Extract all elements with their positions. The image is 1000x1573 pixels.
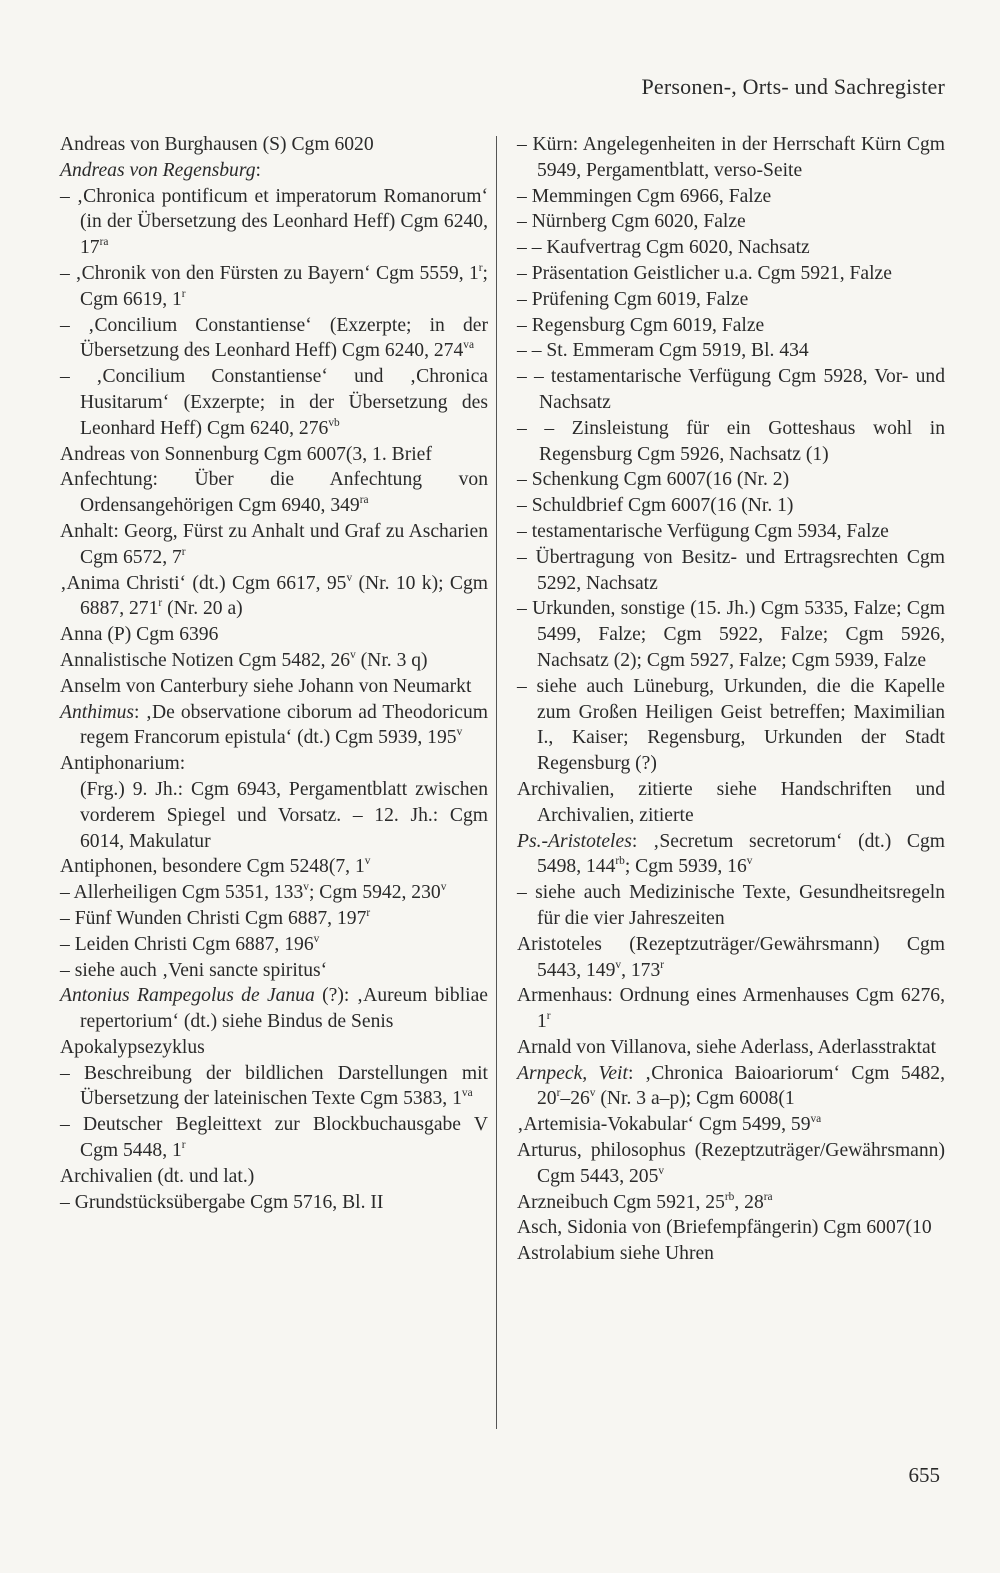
entry-text: Astrolabium siehe Uhren	[517, 1243, 714, 1265]
index-entry	[517, 545, 945, 597]
entry-text: – Urkunden, sonstige (15. Jh.) Cgm 5335, Falze; Cgm 5499, Falze; Cgm 5922, Falze; Cgm 5926, Nachsatz (2); Cgm 5927, Falze; Cgm 5939, Falze	[517, 598, 945, 671]
index-entry	[60, 519, 488, 571]
entry-text: Archivalien (dt. und lat.)	[60, 1165, 255, 1187]
index-entry	[517, 829, 945, 881]
index-entry	[517, 493, 945, 519]
index-entry	[60, 442, 488, 468]
folio-superscript: r	[181, 1138, 186, 1151]
entry-text: Anna (P) Cgm 6396	[60, 624, 219, 646]
entry-text: – testamentarische Verfügung Cgm 5934, Falze	[517, 520, 889, 542]
page-number: 655	[908, 1463, 940, 1487]
entry-text: (?): ‚Aureum bibliae repertorium‘ (dt.) siehe Bindus de Senis	[80, 985, 488, 1033]
entry-text: – Übertragung von Besitz- und Ertragsrechten Cgm 5292, Nachsatz	[517, 546, 945, 594]
entry-text: (Nr. 3 q)	[355, 649, 428, 671]
entry-text: : ‚Secretum secretorum‘ (dt.) Cgm 5498, 144	[537, 830, 945, 878]
index-entry	[517, 674, 945, 777]
folio-superscript: v	[350, 648, 356, 661]
index-entry	[60, 364, 488, 441]
index-entry	[517, 983, 945, 1035]
index-entry	[517, 1112, 945, 1138]
folio-superscript: v	[313, 932, 320, 945]
index-entry	[517, 416, 945, 468]
index-entry	[517, 1138, 945, 1190]
entry-text: : ‚De observatione ciborum ad Theodoricum regem Francorum epistula‘ (dt.) Cgm 5939, 195	[80, 701, 488, 749]
folio-superscript: v	[615, 958, 622, 971]
entry-text: ‚Artemisia-Vokabular‘ Cgm 5499, 59	[517, 1114, 811, 1136]
folio-superscript: va	[463, 339, 474, 352]
entry-text: – – Zinsleistung für ein Gotteshaus wohl in Regensburg Cgm 5926, Nachsatz (1)	[517, 417, 945, 465]
entry-text: (Nr. 10 k); Cgm 6887, 271	[80, 572, 488, 620]
entry-text: (Nr. 20 a)	[162, 598, 243, 620]
index-entry	[60, 648, 488, 674]
index-entry	[60, 1164, 488, 1190]
folio-superscript: r	[660, 958, 665, 971]
folio-superscript: rb	[615, 855, 625, 868]
index-entry	[517, 1035, 945, 1061]
entry-text: Arzneibuch Cgm 5921, 25	[517, 1191, 725, 1213]
index-entry	[60, 880, 488, 906]
folio-superscript: vb	[328, 416, 340, 429]
index-entry	[60, 958, 488, 984]
entry-text: – – Kaufvertrag Cgm 6020, Nachsatz	[517, 237, 810, 259]
entry-text: Armenhaus: Ordnung eines Armenhauses Cgm 6276, 1	[517, 985, 945, 1033]
index-entry	[517, 313, 945, 339]
entry-text: Anhalt: Georg, Fürst zu Anhalt und Graf zu Ascharien Cgm 6572, 7	[60, 520, 488, 568]
index-entry	[60, 261, 488, 313]
folio-superscript: rb	[724, 1190, 735, 1203]
folio-superscript: v	[364, 855, 371, 868]
entry-text: :	[255, 159, 261, 181]
index-entry	[517, 932, 945, 984]
index-entry	[60, 932, 488, 958]
folio-superscript: ra	[763, 1190, 773, 1203]
index-entry	[60, 158, 488, 184]
entry-text: Asch, Sidonia von (Briefempfängerin) Cgm 6007(10	[517, 1217, 932, 1239]
entry-text: – Kürn: Angelegenheiten in der Herrschaft Kürn Cgm 5949, Pergamentblatt, verso-Seite	[517, 134, 945, 181]
entry-text: , 173	[621, 959, 661, 981]
entry-text: –26	[560, 1088, 590, 1110]
index-entry	[60, 983, 488, 1035]
index-column-right	[517, 132, 945, 1267]
entry-text: – Regensburg Cgm 6019, Falze	[517, 314, 765, 336]
entry-text: – Memmingen Cgm 6966, Falze	[517, 185, 772, 207]
entry-text: – Nürnberg Cgm 6020, Falze	[517, 211, 746, 233]
index-entry	[60, 313, 488, 365]
index-entry	[517, 880, 945, 932]
entry-text: – ‚Concilium Constantiense‘ und ‚Chronica Husitarum‘ (Exzerpte; in der Übersetzung des Leonhard Heff) Cgm 6240, 276	[60, 366, 488, 439]
folio-superscript: v	[589, 1087, 596, 1100]
entry-text: – siehe auch ‚Veni sancte spiritus‘	[60, 959, 328, 981]
entry-text: – ‚Chronik von den Fürsten zu Bayern‘ Cgm 5559, 1	[60, 262, 479, 284]
folio-superscript: v	[440, 880, 447, 893]
entry-text: – Fünf Wunden Christi Cgm 6887, 197	[60, 907, 367, 929]
entry-text: Archivalien, zitierte siehe Handschriften und Archivalien, zitierte	[517, 778, 945, 826]
folio-superscript: r	[158, 597, 163, 610]
entry-text: Anfechtung: Über die Anfechtung von Ordensangehörigen Cgm 6940, 349	[60, 469, 488, 517]
index-entry	[60, 777, 488, 854]
column-divider	[496, 136, 497, 1429]
entry-text: Antiphonarium:	[60, 753, 186, 775]
entry-text: ; Cgm 5942, 230	[308, 882, 441, 904]
entry-text: – ‚Chronica pontificum et imperatorum Romanorum‘ (in der Übersetzung des Leonhard Heff) Cgm 6240, 17	[60, 185, 488, 259]
entry-text: ; Cgm 5939, 16	[624, 856, 747, 878]
entry-text: – Präsentation Geistlicher u.a. Cgm 5921, Falze	[517, 262, 892, 284]
index-entry	[517, 1241, 945, 1267]
folio-superscript: r	[366, 906, 371, 919]
index-entry	[60, 1190, 488, 1216]
entry-text: Andreas von Sonnenburg Cgm 6007(3, 1. Brief	[60, 443, 432, 465]
entry-text: Annalistische Notizen Cgm 5482, 26	[60, 649, 351, 671]
index-entry	[517, 519, 945, 545]
index-entry	[517, 132, 945, 184]
entry-text: – – testamentarische Verfügung Cgm 5928, Vor- und Nachsatz	[517, 366, 945, 413]
index-entry	[517, 777, 945, 829]
index-entry	[517, 1061, 945, 1113]
running-head: Personen-, Orts- und Sachregister	[641, 74, 945, 99]
entry-text: Arnald von Villanova, siehe Aderlass, Aderlasstraktat	[517, 1036, 937, 1058]
index-entry	[60, 571, 488, 623]
index-entry	[517, 235, 945, 261]
entry-author: Arnpeck, Veit	[517, 1062, 628, 1084]
folio-superscript: v	[346, 571, 353, 584]
entry-text: ‚Anima Christi‘ (dt.) Cgm 6617, 95	[60, 572, 347, 594]
index-entry	[517, 209, 945, 235]
entry-text: – Schuldbrief Cgm 6007(16 (Nr. 1)	[517, 495, 794, 517]
folio-superscript: r	[556, 1087, 561, 1100]
entry-text: , 28	[734, 1191, 764, 1213]
folio-superscript: v	[303, 880, 309, 893]
index-entry	[60, 622, 488, 648]
folio-superscript: r	[181, 545, 186, 558]
entry-text: : ‚Chronica Baioariorum‘ Cgm 5482, 20	[537, 1062, 945, 1110]
entry-author: Andreas von Regensburg	[60, 159, 256, 181]
entry-text: Apokalypsezyklus	[60, 1036, 205, 1058]
entry-author: Ps.-Aristoteles	[517, 830, 632, 852]
entry-text: – Beschreibung der bildlichen Darstellungen mit Übersetzung der lateinischen Texte Cgm 5383, 1	[60, 1062, 488, 1110]
index-entry	[517, 338, 945, 364]
index-entry	[60, 467, 488, 519]
entry-text: – Leiden Christi Cgm 6887, 196	[60, 933, 314, 955]
index-entry	[60, 751, 488, 777]
entry-text: (Frg.) 9. Jh.: Cgm 6943, Pergamentblatt zwischen vorderem Spiegel und Vorsatz. – 12. Jh.: Cgm 6014, Makulatur	[80, 778, 488, 852]
folio-superscript: r	[478, 261, 483, 274]
index-entry	[517, 287, 945, 313]
entry-author: Antonius Rampegolus de Janua	[60, 985, 315, 1007]
entry-text: Arturus, philosophus (Rezeptzuträger/Gewährsmann) Cgm 5443, 205	[517, 1140, 945, 1187]
index-column-left	[60, 132, 488, 1215]
folio-superscript: r	[546, 1009, 551, 1022]
index-entry	[517, 1190, 945, 1216]
index-entry	[517, 1215, 945, 1241]
entry-text: Aristoteles (Rezeptzuträger/Gewährsmann) Cgm 5443, 149	[517, 933, 945, 981]
entry-text: Andreas von Burghausen (S) Cgm 6020	[60, 134, 374, 155]
folio-superscript: ra	[99, 236, 109, 249]
entry-text: – Schenkung Cgm 6007(16 (Nr. 2)	[517, 469, 790, 491]
index-entry	[60, 132, 488, 158]
entry-text: – siehe auch Medizinische Texte, Gesundheitsregeln für die vier Jahreszeiten	[517, 882, 945, 929]
index-entry	[60, 1035, 488, 1061]
index-entry	[517, 261, 945, 287]
index-entry	[60, 674, 488, 700]
entry-text: – Allerheiligen Cgm 5351, 133	[60, 882, 304, 904]
folio-superscript: va	[810, 1113, 822, 1126]
folio-superscript: va	[461, 1087, 473, 1100]
index-entry	[60, 1061, 488, 1113]
index-entry	[60, 184, 488, 261]
entry-text: – – St. Emmeram Cgm 5919, Bl. 434	[517, 340, 809, 362]
entry-text: – siehe auch Lüneburg, Urkunden, die die Kapelle zum Großen Heiligen Geist betreffen; Maximilian I., Kaiser; Regensburg, Urkunden der Stadt Regensburg (?)	[517, 675, 945, 775]
folio-superscript: ra	[359, 493, 369, 506]
folio-superscript: v	[658, 1164, 665, 1177]
index-entry	[60, 854, 488, 880]
folio-superscript: v	[456, 726, 463, 739]
entry-text: (Nr. 3 a–p); Cgm 6008(1	[595, 1088, 795, 1110]
entry-author: Anthimus	[60, 701, 135, 723]
index-entry	[517, 364, 945, 416]
entry-text: ; Cgm 6619, 1	[80, 262, 488, 310]
entry-text: Anselm von Canterbury siehe Johann von Neumarkt	[60, 675, 472, 697]
folio-superscript: v	[746, 855, 753, 868]
index-entry	[517, 184, 945, 210]
entry-text: – Deutscher Begleittext zur Blockbuchausgabe V Cgm 5448, 1	[60, 1114, 488, 1162]
index-entry	[60, 700, 488, 752]
index-entry	[60, 906, 488, 932]
entry-text: Antiphonen, besondere Cgm 5248(7, 1	[60, 856, 365, 878]
index-entry	[60, 1112, 488, 1164]
index-entry	[517, 467, 945, 493]
entry-text: – ‚Concilium Constantiense‘ (Exzerpte; in der Übersetzung des Leonhard Heff) Cgm 6240, 274	[60, 314, 488, 362]
entry-text: – Grundstücksübergabe Cgm 5716, Bl. II	[60, 1191, 384, 1213]
index-entry	[517, 596, 945, 673]
entry-text: – Prüfening Cgm 6019, Falze	[517, 288, 749, 310]
folio-superscript: r	[181, 287, 186, 300]
